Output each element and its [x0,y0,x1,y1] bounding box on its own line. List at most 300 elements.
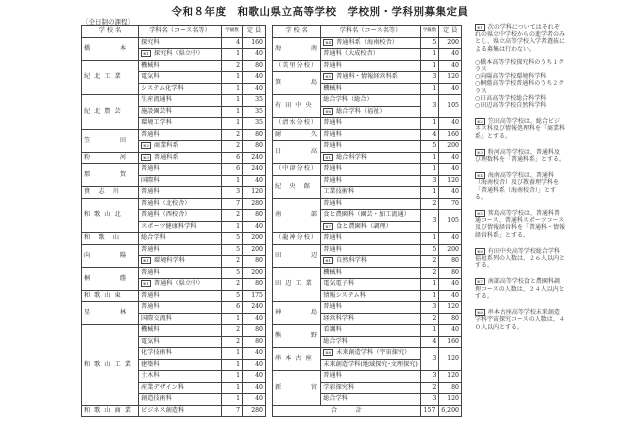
capacity-cell: 105 [439,95,462,118]
dept-cell [139,405,222,417]
capacity-cell: 70 [439,198,462,210]
dept-name: 機械科 [141,326,160,334]
dept-cell [139,267,222,279]
dept-name: 電気電子科 [323,280,355,288]
classes-cell: 2 [222,256,243,268]
capacity-cell: 40 [439,60,462,72]
dept-name: 看護科 [323,326,342,334]
dept-name: 普通科 [323,130,342,138]
dept-cell [139,371,222,383]
classes-cell: 2 [222,141,243,153]
table-row [82,129,266,141]
note-item [475,309,565,331]
dept-name: 普通科 [323,372,342,380]
total-row [273,405,462,417]
note-body: 箕島高等学校は、普通科普通コース、普通科スポーツコース及び情報経営科を「普通科・情報経営科系」とする。 [475,210,566,239]
dept-name: 普通科 [323,176,342,184]
note-body: 串本古座高等学校未来創造学科宇宙探究コースの人数は、４０人以内とする。 [475,309,565,331]
classes-cell: 7 [222,405,243,417]
notes-panel [475,24,565,340]
table-row [273,60,462,72]
note-marker: ※6 [477,248,483,254]
dept-name: 情報システム科 [323,291,366,299]
note-item [475,24,565,109]
note-marker: ※1 [143,281,149,287]
school-name: 串 本 古 座 [273,348,321,371]
note-body: 次の学科についてはそれぞれの県立中学校からの進学者のみとし、県立高等学校入学者選抜による募集は行わない。 [475,24,566,53]
school-name: 南 部 [273,198,321,233]
dept-cell [139,382,222,394]
classes-cell: 2 [222,336,243,348]
dept-cell [321,267,421,279]
header-school: 学 校 名 [82,26,139,38]
table-row [273,141,462,153]
dept-name: 普通科（県立中） [153,280,204,288]
note-marker: ※8 [325,350,332,356]
classes-cell: 1 [222,313,243,325]
capacity-cell: 40 [243,348,266,360]
capacity-cell: 40 [439,290,462,302]
note-marker: ※4 [325,39,332,45]
school-name: （美里分校） [273,60,321,72]
dept-cell [321,233,421,245]
classes-cell: 1 [222,49,243,61]
classes-cell: 2 [222,129,243,141]
note-marker: ※4 [477,173,483,179]
dept-cell [321,210,421,222]
dept-cell [321,37,421,49]
classes-cell: 1 [420,49,439,61]
dept-cell [139,83,222,95]
school-name: 熊 野 [273,325,321,348]
note-marker: ※8 [477,310,483,316]
classes-cell: 3 [420,302,439,314]
capacity-cell: 80 [243,129,266,141]
dept-cell [321,382,421,394]
dept-name: 普通科 [323,165,342,173]
capacity-cell: 40 [439,325,462,337]
dept-name: 探究科（県立中） [153,50,204,58]
dept-name: 普通科 [141,291,160,299]
dept-name: 普通科 [141,303,160,311]
note-marker: ※1 [325,154,332,160]
classes-cell: 1 [222,83,243,95]
capacity-cell: 120 [439,72,462,84]
note-item [475,118,565,140]
dept-cell [139,72,222,84]
classes-cell: 1 [222,348,243,360]
note-text [475,309,565,331]
dept-cell [321,325,421,337]
quota-table-right [272,25,462,417]
capacity-cell: 40 [243,382,266,394]
dept-name: 国際交流科 [141,314,172,322]
classes-cell: 3 [222,187,243,199]
header-classes: 学級数 [420,26,439,38]
dept-cell [139,118,222,130]
note-marker: ※5 [477,211,483,217]
school-name: 貴 志 川 [82,187,139,199]
dept-name: 総合学科（福祉） [336,107,386,115]
classes-cell: 5 [222,233,243,245]
dept-name: 普通科系 [153,153,179,161]
dept-cell [321,72,421,84]
dept-cell [139,336,222,348]
note-marker: ※1 [143,51,149,57]
classes-cell: 5 [222,267,243,279]
table-row [82,267,266,279]
capacity-cell: 40 [439,49,462,61]
table-row [273,244,462,256]
dept-name: 自然科学科 [336,257,368,265]
classes-cell: 1 [420,233,439,245]
dept-cell [321,279,421,291]
classes-cell: 1 [222,221,243,233]
note-marker: ※3 [143,154,149,160]
dept-cell [321,129,421,141]
classes-cell: 4 [420,336,439,348]
capacity-cell: 80 [243,60,266,72]
capacity-cell: 40 [243,371,266,383]
header-capacity: 定 員 [439,26,462,38]
dept-name: 生産流通科 [141,96,172,104]
school-name: 新 宮 [273,371,321,406]
dept-cell [139,198,222,210]
total-label: 合 計 [273,405,421,417]
note-body: 海南高等学校は、普通科（海南校舎）及び教養理学科を「普通科系（海南校舎）」とする。 [475,172,560,201]
table-row [273,371,462,383]
dept-name: 土木科 [141,372,160,380]
dept-name: 普通科 [323,303,342,311]
table-row [82,198,266,210]
capacity-cell: 200 [439,37,462,49]
note-list-item: ○日高高等学校総合科学科 [475,94,547,102]
classes-cell: 2 [420,382,439,394]
capacity-cell: 40 [243,221,266,233]
table-row [82,302,266,314]
dept-name: 建築科 [141,360,160,368]
capacity-cell: 200 [243,233,266,245]
dept-cell [139,302,222,314]
dept-name: 経営科学科 [323,314,355,322]
classes-cell: 1 [222,371,243,383]
dept-name: 普通科 [141,130,160,138]
classes-cell: 1 [420,152,439,164]
school-name: 田 辺 [273,244,321,267]
classes-cell: 2 [420,267,439,279]
classes-cell: 1 [222,118,243,130]
dept-name: 普通科系（海南校舎） [336,38,398,46]
dept-name: 工業技術科 [323,188,355,196]
dept-name: 国際科 [141,176,160,184]
dept-name: 機械科 [323,268,342,276]
note-body: 笠田高等学校は、総合ビジネス科及び情報処理科を「商業科系」とする。 [475,118,566,140]
capacity-cell: 240 [243,302,266,314]
classes-cell: 7 [222,198,243,210]
dept-name: 施設園芸科 [141,107,172,115]
classes-cell: 2 [222,210,243,222]
classes-cell: 1 [222,394,243,406]
table-row [82,60,266,72]
header-classes: 学級数 [222,26,243,38]
dept-name: 総合学科 [141,234,166,242]
note-marker: ※6 [325,108,332,114]
capacity-cell: 240 [243,164,266,176]
dept-cell [321,348,421,360]
dept-name: 創造技術科 [141,395,172,403]
dept-cell [139,256,222,268]
table-row [82,290,266,302]
capacity-cell: 40 [439,187,462,199]
dept-cell [139,49,222,61]
dept-cell [321,95,421,107]
page-title: 令和８年度 和歌山県立高等学校 学校別・学科別募集定員 [171,6,469,18]
capacity-cell: 40 [243,175,266,187]
classes-cell: 1 [222,175,243,187]
school-name: 和 歌 山 [82,233,139,245]
dept-name: 普通科 [323,61,342,69]
school-name: 笠 田 [82,129,139,152]
note-body: 有田中央高等学校総合学科福祉系列の人数は、２６人以内とする。 [475,247,566,270]
dept-name: 普通科 [323,142,342,150]
note-marker: ※3 [477,149,483,155]
header-dept: 学科名（コース名等） [321,26,421,38]
dept-cell [321,175,421,187]
classes-cell: 1 [222,382,243,394]
capacity-cell: 80 [243,279,266,291]
dept-cell [139,37,222,49]
table-row [273,95,462,107]
dept-name: 化学技術科 [141,349,172,357]
school-name: 和 歌 山 工 業 [82,325,139,406]
dept-cell [139,129,222,141]
dept-cell [139,313,222,325]
capacity-cell: 80 [439,313,462,325]
note-list [475,59,565,109]
capacity-cell: 200 [439,244,462,256]
dept-name: 学彩探究科 [323,383,355,391]
note-list-item: ○向陽高等学校環境科学科 [475,73,547,81]
capacity-cell: 80 [243,336,266,348]
table-row [273,175,462,187]
capacity-cell: 200 [439,141,462,153]
table-row [273,37,462,49]
school-name: 向 陽 [82,244,139,267]
note-marker: ※7 [325,223,332,229]
note-marker: ※2 [477,119,483,125]
table-row [273,325,462,337]
classes-cell: 1 [222,95,243,107]
capacity-cell: 80 [243,256,266,268]
school-name: 箕 島 [273,72,321,95]
dept-cell [139,60,222,72]
capacity-cell: 40 [243,359,266,371]
capacity-cell: 40 [439,118,462,130]
classes-cell: 5 [420,141,439,153]
classes-cell: 5 [420,37,439,49]
capacity-cell: 160 [439,336,462,348]
capacity-cell: 120 [439,302,462,314]
note-body: 南部高等学校食と農園科調理コースの人数は、２４人以内とする。 [475,278,565,300]
classes-cell: 3 [420,210,439,233]
classes-cell: 1 [222,106,243,118]
classes-cell: 1 [222,72,243,84]
dept-name: 普通科（北校舎） [141,199,191,207]
school-name: 那 賀 [82,164,139,187]
dept-name: 普通科 [323,119,342,127]
classes-cell: 1 [222,359,243,371]
note-item [475,172,565,201]
dept-cell [321,336,421,348]
dept-cell [321,302,421,314]
dept-name: スポーツ健康科学科 [141,222,197,230]
capacity-cell: 40 [243,83,266,95]
classes-cell: 3 [420,371,439,383]
dept-cell [321,152,421,164]
capacity-cell: 40 [439,233,462,245]
section-label: 〔全日制の課程〕 [82,18,134,26]
capacity-cell: 40 [243,72,266,84]
capacity-cell: 120 [439,348,462,371]
total-capacity: 6,200 [439,405,462,417]
capacity-cell: 40 [439,152,462,164]
dept-cell [139,187,222,199]
note-text [475,172,565,201]
table-row [273,164,462,176]
dept-name: 未来創造学科（宇宙探究） [336,349,411,357]
school-name: 有 田 中 央 [273,95,321,118]
note-marker: ※7 [477,279,483,285]
classes-cell: 2 [420,256,439,268]
school-name: 和 歌 山 東 [82,290,139,302]
dept-name: 探究科 [141,38,160,46]
table-row [273,233,462,245]
table-row [82,233,266,245]
total-classes: 157 [420,405,439,417]
table-row [273,198,462,210]
dept-cell [139,279,222,291]
table-row [82,405,266,417]
table-row [273,267,462,279]
capacity-cell: 160 [439,129,462,141]
classes-cell: 2 [222,325,243,337]
capacity-cell: 280 [243,198,266,210]
classes-cell: 6 [222,164,243,176]
classes-cell: 1 [420,325,439,337]
classes-cell: 1 [420,60,439,72]
dept-cell [321,290,421,302]
dept-cell [139,210,222,222]
capacity-cell: 80 [243,210,266,222]
school-name: 橋 本 [82,37,139,60]
school-name: 紀 北 工 業 [82,60,139,95]
table-row [273,118,462,130]
classes-cell: 1 [420,290,439,302]
classes-cell: 2 [222,279,243,291]
dept-cell [139,106,222,118]
capacity-cell: 200 [243,244,266,256]
capacity-cell: 40 [243,313,266,325]
school-name: 紀 央 館 [273,175,321,198]
note-marker: ※2 [143,143,149,149]
dept-cell [321,49,421,61]
note-marker: ※1 [325,258,332,264]
dept-name: 総合科学科 [336,153,368,161]
dept-name: 環境科学科 [153,257,185,265]
capacity-cell: 80 [243,325,266,337]
note-list-item: ○桐蔭高等学校普通科のうち２クラス [475,80,565,95]
classes-cell: 6 [222,152,243,164]
capacity-cell: 160 [243,37,266,49]
capacity-cell: 40 [243,394,266,406]
capacity-cell: 120 [439,394,462,406]
school-name: 耐 久 [273,129,321,141]
classes-cell: 3 [420,175,439,187]
note-text [475,278,565,300]
note-text [475,149,565,163]
school-name: 紀 北 農 芸 [82,95,139,130]
capacity-cell: 200 [243,267,266,279]
capacity-cell: 40 [439,279,462,291]
capacity-cell: 80 [439,256,462,268]
dept-cell [139,221,222,233]
dept-name: 産業デザイン科 [141,383,184,391]
school-name: 海 南 [273,37,321,60]
dept-cell [321,187,421,199]
dept-cell [321,164,421,176]
dept-cell [139,175,222,187]
table-row [82,325,266,337]
classes-cell: 4 [420,129,439,141]
dept-name: 食と農園科（園芸・加工流通） [323,211,410,219]
table-row [82,37,266,49]
classes-cell: 2 [420,198,439,210]
dept-cell [139,141,222,153]
header-capacity: 定 員 [243,26,266,38]
capacity-cell: 40 [243,49,266,61]
note-text [475,118,565,140]
note-text [475,24,565,53]
dept-name: 機械科 [323,84,342,92]
dept-name: ビジネス創造科 [141,406,185,414]
dept-cell [321,244,421,256]
school-name: 桐 蔭 [82,267,139,290]
classes-cell: 1 [420,164,439,176]
table-row [82,95,266,107]
table-row [273,129,462,141]
table-row [82,244,266,256]
table-row [82,187,266,199]
dept-cell [139,325,222,337]
dept-name: 普通科 [323,199,342,207]
note-list-item: ○田辺高等学校自然科学科 [475,102,547,110]
table-row [82,152,266,164]
table-row [273,348,462,360]
dept-name: 普通科（大成校舎） [323,50,379,58]
dept-name: 普通科（西校舎） [141,211,191,219]
dept-cell [321,141,421,153]
school-name: 日 高 [273,141,321,164]
classes-cell: 6 [222,302,243,314]
school-name: 和 歌 山 商 業 [82,405,139,417]
school-name: 粉 河 [82,152,139,164]
dept-name: 電気科 [141,337,160,345]
dept-name: 機械科 [141,61,160,69]
capacity-cell: 120 [439,175,462,187]
classes-cell: 3 [420,72,439,84]
dept-name: 普通科 [323,234,342,242]
dept-cell [139,359,222,371]
